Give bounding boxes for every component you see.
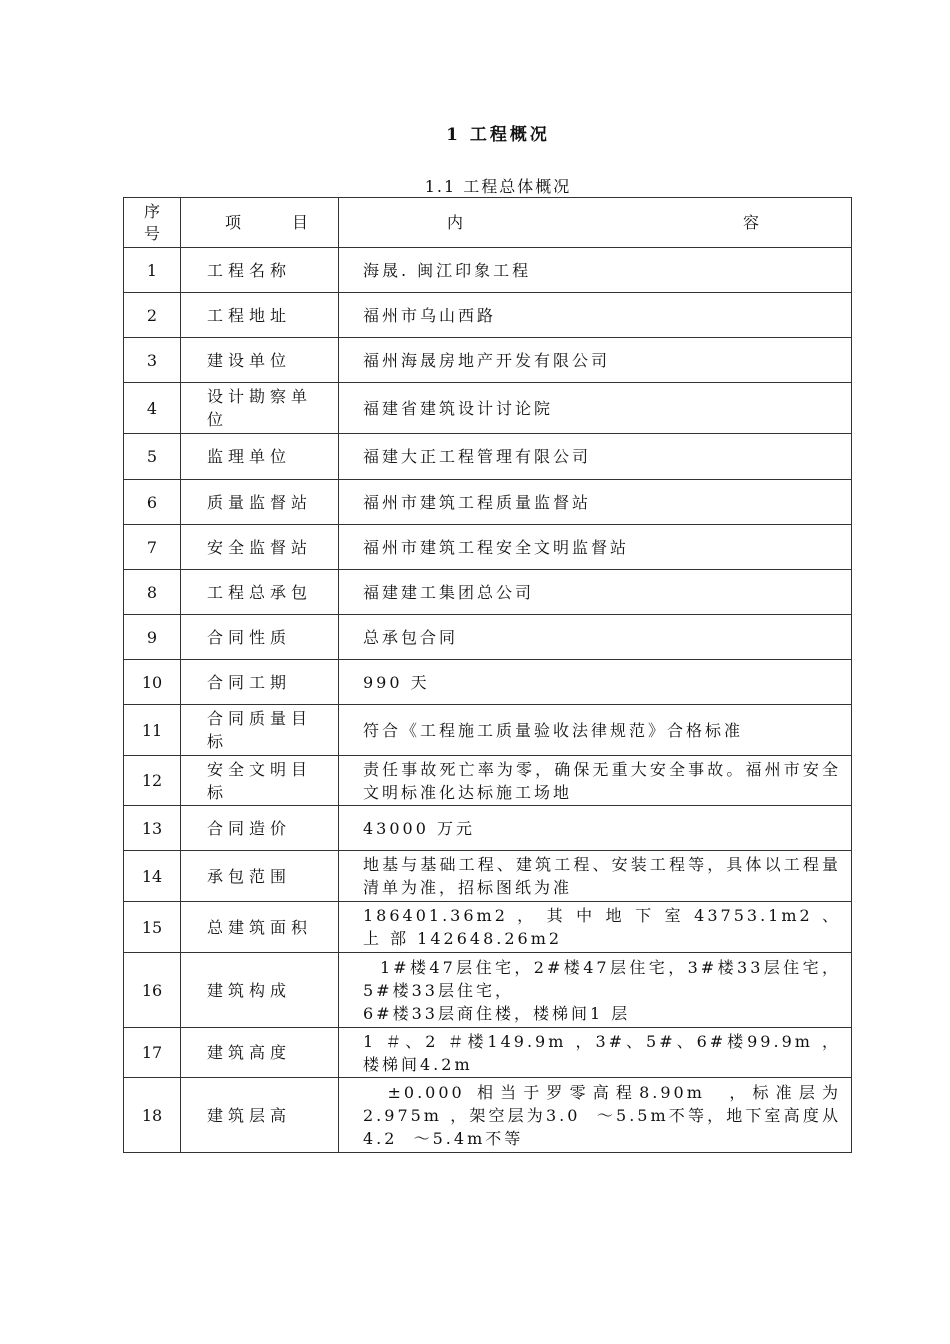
- row-content-cell: [339, 953, 852, 1028]
- table-row: [124, 615, 852, 660]
- row-number: 3: [124, 338, 181, 383]
- row-item: 建筑构成: [181, 953, 339, 1028]
- row-number: 6: [124, 480, 181, 525]
- table-row: [124, 1078, 852, 1153]
- row-item: 合同性质: [181, 615, 339, 660]
- row-content: 福建省建筑设计讨论院: [339, 383, 852, 434]
- header-no-cell: [124, 198, 181, 248]
- row-content: 福州市建筑工程安全文明监督站: [339, 525, 852, 570]
- row-content: 海晟. 闽江印象工程: [339, 248, 852, 293]
- row-content: 福建建工集团总公司: [339, 570, 852, 615]
- row-content: 福建大正工程管理有限公司: [339, 434, 852, 480]
- row-item: 承包范围: [181, 851, 339, 902]
- row-item: 总建筑面积: [181, 902, 339, 953]
- section-title: 1.1 工程总体概况: [424, 177, 572, 196]
- table-row: [124, 902, 852, 953]
- row-number: 10: [124, 660, 181, 705]
- row-number: 15: [124, 902, 181, 953]
- table-row: [124, 383, 852, 434]
- row-content: 符合《工程施工质量验收法律规范》合格标准: [339, 705, 852, 756]
- row-number: 17: [124, 1028, 181, 1078]
- table-row: [124, 338, 852, 383]
- row-number: 14: [124, 851, 181, 902]
- table-row: [124, 806, 852, 851]
- row-number: 2: [124, 293, 181, 338]
- header-item-cell: [181, 198, 339, 248]
- row-content: ±0.000 相当于罗零高程8.90m ，标准层为2.975m ，架空层为3.0 ～5.5m不等，地下室高度从4.2 ～5.4m不等: [339, 1078, 852, 1153]
- table-row: [124, 480, 852, 525]
- row-item: 合同质量目标: [181, 705, 339, 756]
- row-item: 安全文明目标: [181, 756, 339, 806]
- row-content: 福州市建筑工程质量监督站: [339, 480, 852, 525]
- header-content-char2: 容: [742, 213, 759, 232]
- row-number: 18: [124, 1078, 181, 1153]
- table-header-row: [124, 198, 852, 248]
- row-number: 16: [124, 953, 181, 1028]
- row-number: 7: [124, 525, 181, 570]
- row-content: 43000 万元: [339, 806, 852, 851]
- header-no-line2: 号: [143, 223, 160, 243]
- row-item: 合同造价: [181, 806, 339, 851]
- chapter-title: 1 工程概况: [446, 125, 550, 145]
- row-item: 设计勘察单位: [181, 383, 339, 434]
- row-content-line2: 6#楼33层商住楼，楼梯间1 层: [363, 1003, 631, 1023]
- header-item-char2: 目: [291, 213, 308, 232]
- row-number: 1: [124, 248, 181, 293]
- table-row: [124, 525, 852, 570]
- row-item: 合同工期: [181, 660, 339, 705]
- row-item: 监理单位: [181, 434, 339, 480]
- row-content: 总承包合同: [339, 615, 852, 660]
- project-overview-table: [123, 197, 852, 1153]
- row-item: 安全监督站: [181, 525, 339, 570]
- table-row: [124, 660, 852, 705]
- table-row: [124, 705, 852, 756]
- row-content: 1#楼47层住宅，2#楼47层住宅，3#楼33层住宅，5#楼33层住宅，: [363, 957, 842, 1000]
- row-number: 5: [124, 434, 181, 480]
- row-item: 建筑高度: [181, 1028, 339, 1078]
- row-number: 12: [124, 756, 181, 806]
- header-item-char1: 项: [225, 213, 242, 232]
- row-item: 建设单位: [181, 338, 339, 383]
- row-content: 责任事故死亡率为零，确保无重大安全事故。福州市安全文明标准化达标施工场地: [339, 756, 852, 806]
- row-content: 1 ＃、2 ＃楼149.9m ，3#、5#、6#楼99.9m ，楼梯间4.2m: [339, 1028, 852, 1078]
- row-number: 4: [124, 383, 181, 434]
- row-item: 工程地址: [181, 293, 339, 338]
- row-number: 13: [124, 806, 181, 851]
- row-content: 福州市乌山西路: [339, 293, 852, 338]
- row-number: 9: [124, 615, 181, 660]
- header-no-line1: 序: [143, 201, 160, 221]
- row-item: 质量监督站: [181, 480, 339, 525]
- table-row: [124, 953, 852, 1028]
- table-row: [124, 293, 852, 338]
- row-content: 福州海晟房地产开发有限公司: [339, 338, 852, 383]
- table-row: [124, 570, 852, 615]
- row-item: 工程总承包: [181, 570, 339, 615]
- row-content: 186401.36m2 ， 其 中 地 下 室 43753.1m2 、 上 部 142648.26m2: [339, 902, 852, 953]
- row-item: 工程名称: [181, 248, 339, 293]
- table-row: [124, 1028, 852, 1078]
- header-content-char1: 内: [447, 213, 464, 232]
- row-content: 地基与基础工程、建筑工程、安装工程等，具体以工程量清单为准，招标图纸为准: [339, 851, 852, 902]
- table-row: [124, 756, 852, 806]
- row-item: 建筑层高: [181, 1078, 339, 1153]
- row-content: 990 天: [339, 660, 852, 705]
- row-number: 8: [124, 570, 181, 615]
- row-number: 11: [124, 705, 181, 756]
- header-content-cell: [339, 198, 852, 248]
- table-row: [124, 434, 852, 480]
- table-row: [124, 248, 852, 293]
- table-row: [124, 851, 852, 902]
